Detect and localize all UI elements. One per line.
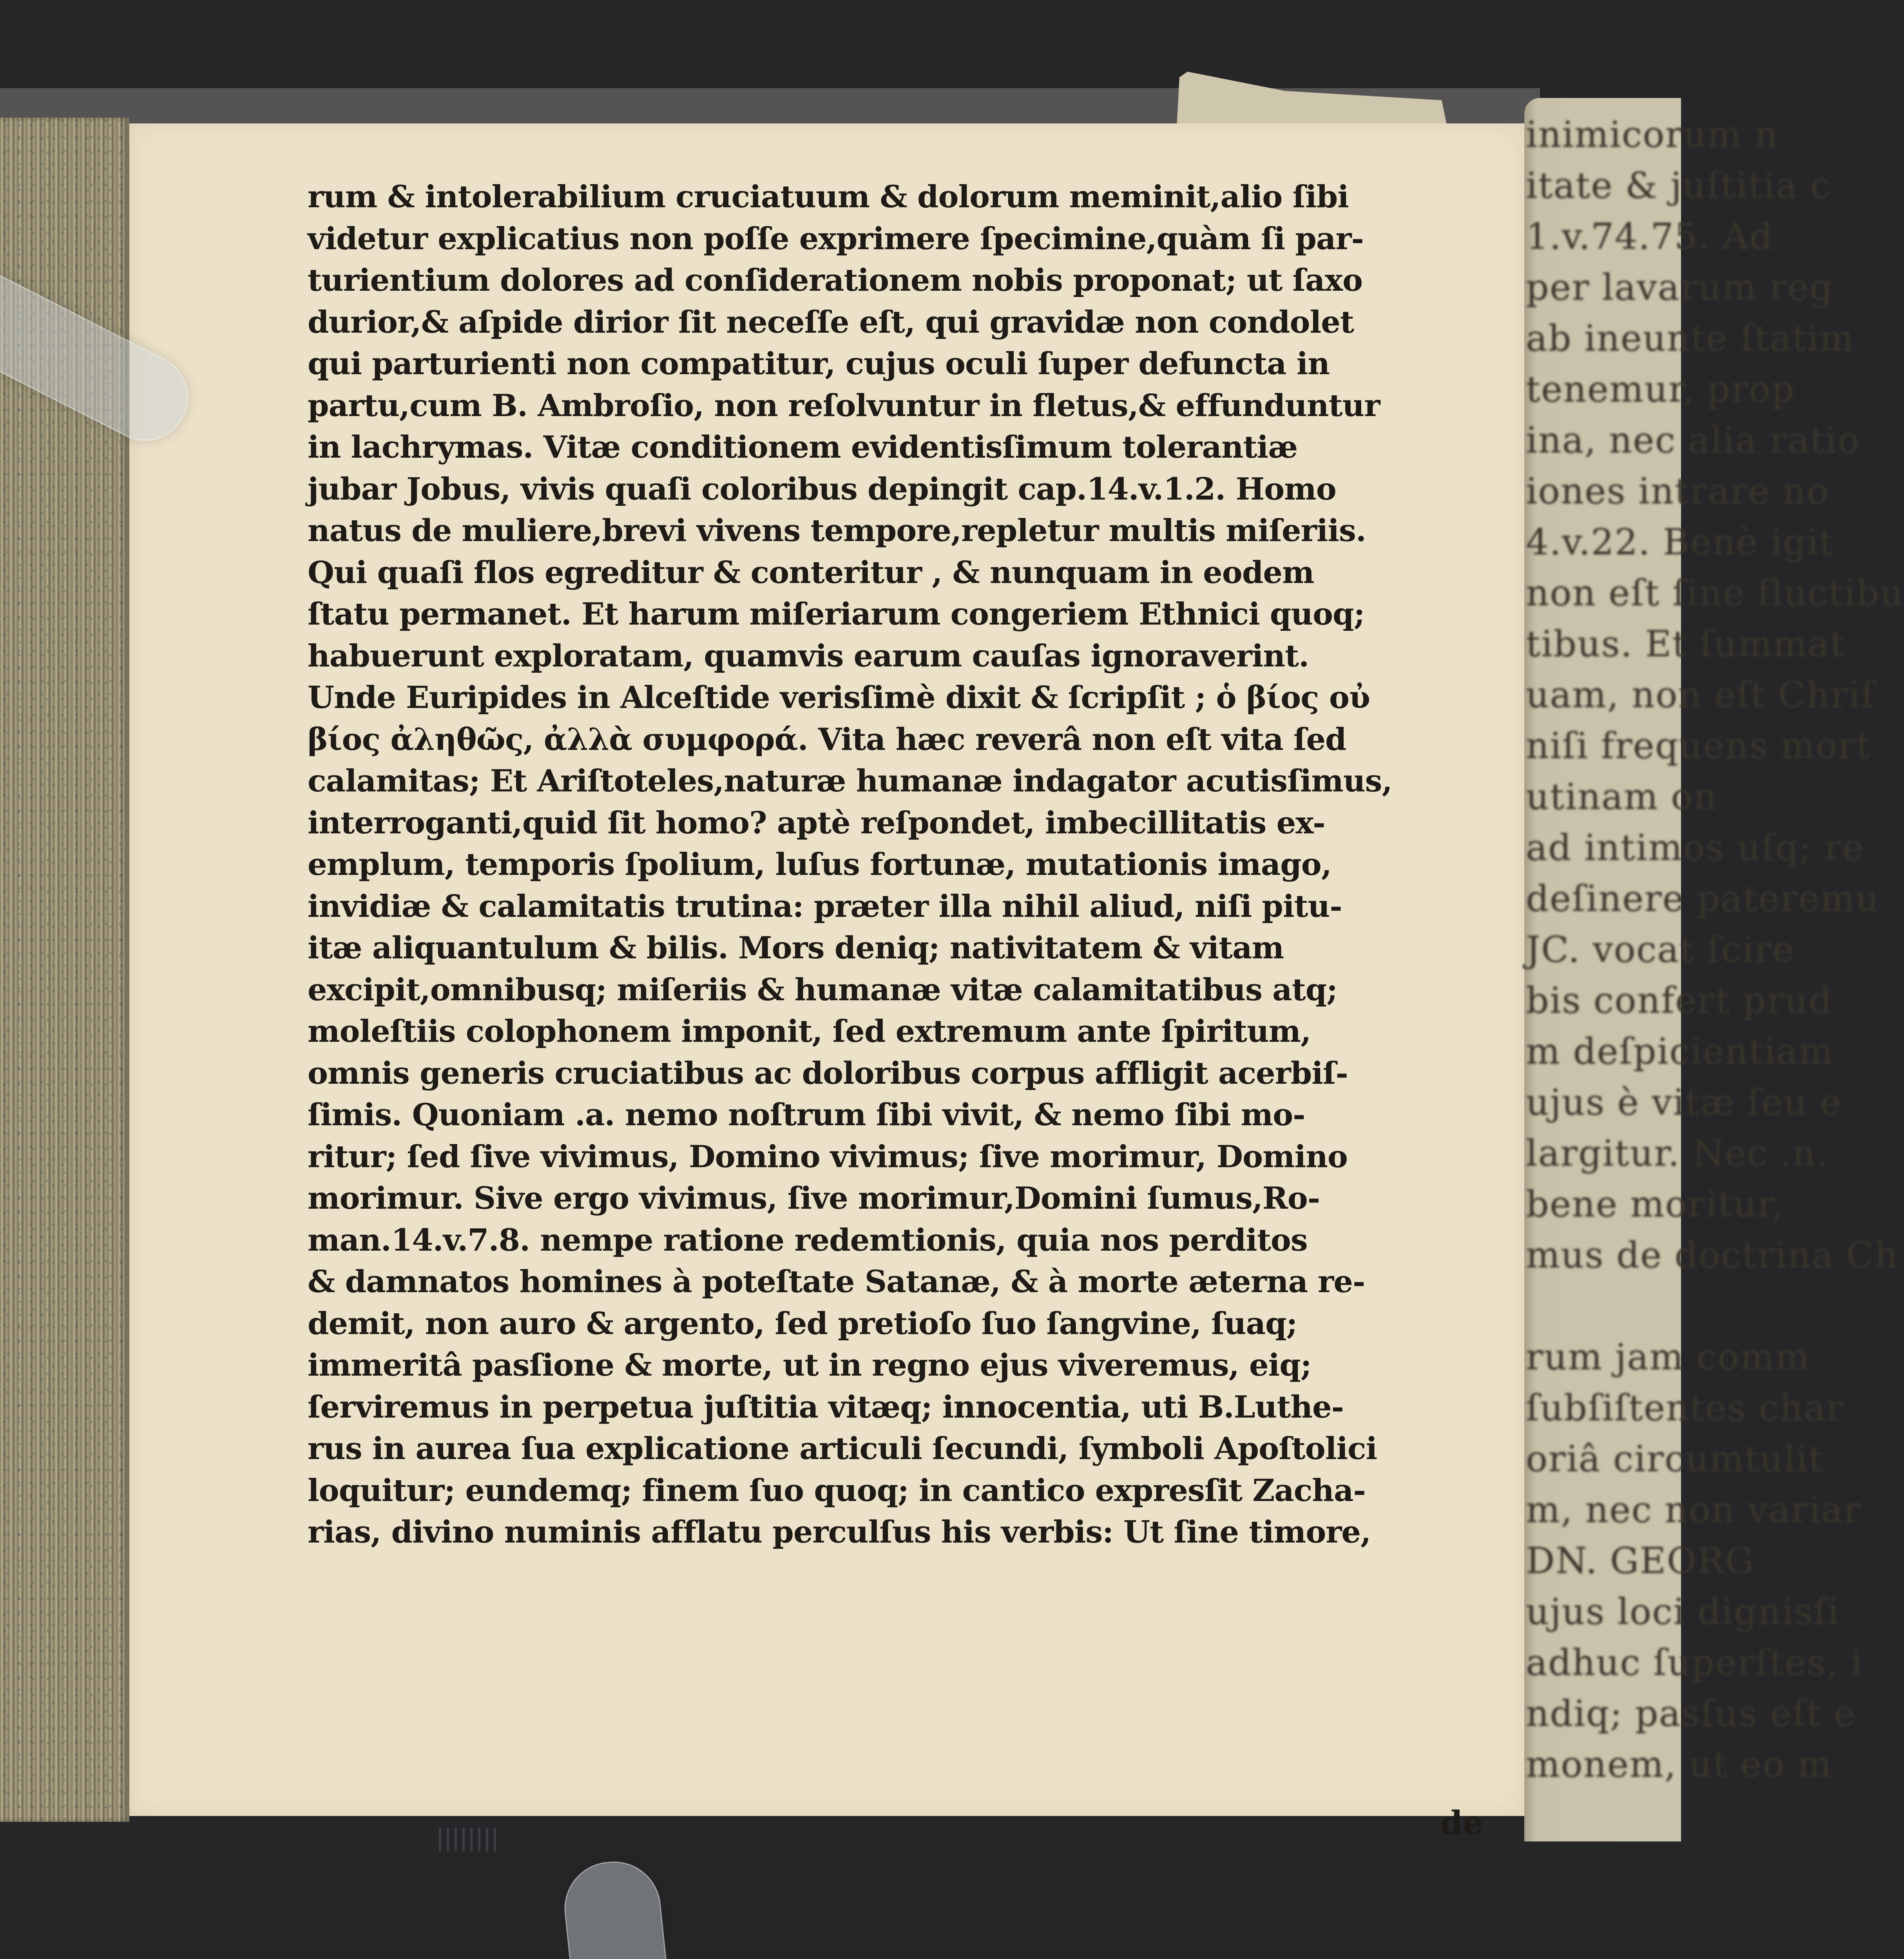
facing-text-line: rum jam comm bbox=[1526, 1336, 1810, 1378]
text-line: ſimis. Quoniam .a. nemo noſtrum ſibi vivit, & nemo ſibi mo- bbox=[308, 1097, 1305, 1133]
facing-page bbox=[1524, 98, 1904, 1841]
facing-text-line: per lavarum reg bbox=[1526, 266, 1833, 308]
text-line: demit, non auro & argento, ſed pretioſo ſuo ſangvine, ſuaq; bbox=[308, 1305, 1297, 1342]
facing-text-line: itate & juſtitia c bbox=[1526, 165, 1832, 206]
facing-text-line: niſi frequens mort bbox=[1526, 725, 1871, 767]
text-line: Qui quaſi flos egreditur & conteritur , & nunquam in eodem bbox=[308, 554, 1314, 590]
text-line: jubar Jobus, vivis quaſi coloribus depingit cap.14.v.1.2. Homo bbox=[308, 471, 1336, 507]
text-line: loquitur; eundemq; finem ſuo quoq; in cantico expresſit Zacha- bbox=[308, 1472, 1366, 1508]
text-line: & damnatos homines à poteſtate Satanæ, & à morte æterna re- bbox=[308, 1264, 1365, 1300]
text-line: moleſtiis colophonem imponit, ſed extremum ante ſpiritum, bbox=[308, 1014, 1311, 1049]
facing-text-line: deſinere pateremu bbox=[1526, 878, 1880, 920]
text-line: interroganti,quid ſit homo? aptè reſpondet, imbecillitatis ex- bbox=[308, 805, 1325, 841]
facing-text-line: DN. GEORG bbox=[1526, 1540, 1755, 1582]
main-page bbox=[129, 123, 1524, 1842]
text-line: invidiæ & calamitatis trutina: præter illa nihil aliud, niſi pitu- bbox=[308, 888, 1342, 924]
faint-signature-mark bbox=[439, 1828, 498, 1851]
page-holder-bottom bbox=[560, 1857, 689, 1959]
text-line: partu,cum B. Ambroſio, non reſolvuntur in fletus,& effunduntur bbox=[308, 387, 1380, 424]
facing-text-line: non eſt ſine fluctibu bbox=[1526, 572, 1904, 614]
text-line: itæ aliquantulum & bilis. Mors deniq; nativitatem & vitam bbox=[308, 930, 1284, 966]
text-line: emplum, temporis ſpolium, luſus fortunæ, mutationis imago, bbox=[308, 847, 1332, 882]
facing-text-line: mus de doctrina Ch bbox=[1526, 1234, 1899, 1276]
facing-text-line: oriâ circumtulit bbox=[1526, 1438, 1824, 1480]
facing-text-line: uam, non eſt Chriſ bbox=[1526, 674, 1875, 716]
catchword: de bbox=[1440, 1804, 1483, 1842]
text-line: in lachrymas. Vitæ conditionem evidentisſimum tolerantiæ bbox=[308, 429, 1298, 465]
facing-text-line: ndiq; pasſus eſt e bbox=[1526, 1693, 1856, 1734]
text-line: omnis generis cruciatibus ac doloribus corpus affligit acerbiſ- bbox=[308, 1055, 1348, 1091]
facing-text-line: ad intimos uſq; re bbox=[1526, 827, 1864, 869]
facing-text-line: ujus è vitæ ſeu e bbox=[1526, 1081, 1842, 1123]
facing-text-line: m, nec non variar bbox=[1526, 1489, 1862, 1531]
text-line: rias, divino numinis afflatu perculſus his verbis: Ut ſine timore, bbox=[308, 1514, 1371, 1550]
facing-text-line: utinam on bbox=[1526, 776, 1717, 818]
text-line: Unde Euripides in Alceſtide verisſimè dixit & ſcripſit ; ὁ βίος οὐ bbox=[308, 680, 1370, 715]
facing-text-line: bis confert prud bbox=[1526, 980, 1833, 1021]
main-text-block bbox=[308, 176, 1609, 1553]
text-line: ſerviremus in perpetua juſtitia vitæq; innocentia, uti B.Luthe- bbox=[308, 1389, 1344, 1425]
facing-text-line: ab ineunte ſtatim bbox=[1526, 317, 1855, 359]
facing-text-line: JC. vocat ſcire bbox=[1526, 929, 1795, 970]
text-line: qui parturienti non compatitur, cujus oculi ſuper defuncta in bbox=[308, 346, 1330, 382]
facing-text-line: adhuc ſuperſtes, i bbox=[1526, 1642, 1863, 1684]
facing-text-line: 4.v.22. Benè igit bbox=[1526, 521, 1835, 563]
text-line: rus in aurea ſua explicatione articuli ſecundi, ſymboli Apoſtolici bbox=[308, 1431, 1377, 1467]
facing-text-line: ina, nec alia ratio bbox=[1526, 419, 1860, 461]
text-line: ſtatu permanet. Et harum miſeriarum congeriem Ethnici quoq; bbox=[308, 596, 1365, 632]
facing-text-line: inimicorum n bbox=[1526, 114, 1779, 156]
facing-text-line: tibus. Et ſummat bbox=[1526, 623, 1846, 665]
text-line: turientium dolores ad conſiderationem nobis proponat; ut ſaxo bbox=[308, 263, 1362, 298]
text-line: βίος ἀληθῶς, ἀλλὰ συμφορά. Vita hæc reverâ non eſt vita ſed bbox=[308, 721, 1346, 757]
text-line: videtur explicatius non poſſe exprimere ſpecimine,quàm ſi par- bbox=[308, 221, 1364, 257]
facing-text-line: m deſpicientiam bbox=[1526, 1030, 1834, 1072]
text-line: rum & intolerabilium cruciatuum & dolorum meminit,alio ſibi bbox=[308, 179, 1349, 215]
facing-text-line: monem, ut eo m bbox=[1526, 1744, 1832, 1785]
facing-text-line: tenemur, prop bbox=[1526, 368, 1795, 410]
facing-text-line: 1.v.74.75. Ad bbox=[1526, 215, 1774, 257]
text-line: calamitas; Et Ariſtoteles,naturæ humanæ indagator acutisſimus, bbox=[308, 763, 1392, 799]
text-line: natus de muliere,brevi vivens tempore,repletur multis miſeriis. bbox=[308, 513, 1366, 549]
text-line: excipit,omnibusq; miſeriis & humanæ vitæ calamitatibus atq; bbox=[308, 972, 1337, 1008]
facing-text-line: largitur. Nec .n. bbox=[1526, 1132, 1829, 1174]
facing-text-line: iones intrare no bbox=[1526, 470, 1829, 512]
facing-text-line: ſubſiſtentes char bbox=[1526, 1387, 1844, 1429]
facing-text-line: ujus loci dignisſi bbox=[1526, 1591, 1840, 1633]
text-line: durior,& aſpide dirior ſit neceſſe eſt, qui gravidæ non condolet bbox=[308, 304, 1354, 340]
text-line: man.14.v.7.8. nempe ratione redemtionis, quia nos perditos bbox=[308, 1222, 1308, 1258]
text-line: ritur; ſed ſive vivimus, Domino vivimus; ſive morimur, Domino bbox=[308, 1139, 1348, 1175]
facing-text-line: bene moritur, bbox=[1526, 1183, 1784, 1225]
text-line: immeritâ pasſione & morte, ut in regno ejus viveremus, eiq; bbox=[308, 1347, 1312, 1383]
text-line: morimur. Sive ergo vivimus, ſive morimur,Domini ſumus,Ro- bbox=[308, 1180, 1320, 1216]
torn-page-flap bbox=[1177, 72, 1447, 127]
text-line: habuerunt exploratam, quamvis earum cauſas ignoraverint. bbox=[308, 638, 1309, 674]
